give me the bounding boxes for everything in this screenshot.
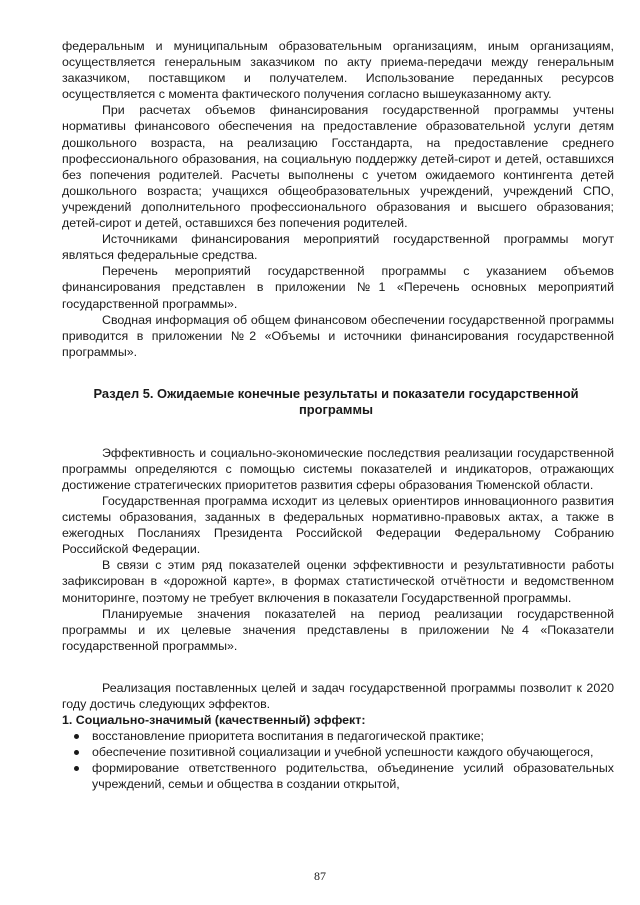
effects-list: [62, 728, 614, 792]
list-item-text: восстановление приоритета воспитания в педагогической практике;: [92, 729, 484, 744]
effects-intro: Реализация поставленных целей и задач государственной программы позволит к 2020 году достичь следующих эффектов.: [62, 680, 614, 711]
paragraph: Планируемые значения показателей на период реализации государственной программы и их целевые значения представлены в приложении №4 «Показатели государственной программы».: [62, 606, 614, 653]
list-item-text: формирование ответственного родительства, объединение усилий образовательных учреждений, семьи и общества в создании открытой,: [92, 761, 614, 792]
paragraph: Сводная информация об общем финансовом обеспечении государственной программы приводится в приложении №2 «Объемы и источники финансирования государственной программы».: [62, 312, 614, 359]
spacer: [62, 419, 614, 445]
paragraph: Перечень мероприятий государственной программы с указанием объемов финансирования представлен в приложении №1 «Перечень основных мероприятий государственной программы».: [62, 264, 614, 311]
bullet-icon: [74, 734, 79, 739]
paragraph: федеральным и муниципальным образовательным организациям, иным организациям, осуществляется генеральным заказчиком по акту приема-передачи между генеральным заказчиком, поставщиком и получателем. Использование переданных ресурсов осуществляется с момента фактического получения согласно вышеуказанному акту.: [62, 39, 614, 102]
page-number: 87: [314, 869, 326, 883]
paragraph: В связи с этим ряд показателей оценки эффективности и результативности работы зафиксирован в «дорожной карте», в формах статистической отчётности и ведомственном мониторинге, поэтому не требует включения в показатели Государственной программы.: [62, 558, 614, 605]
bullet-icon: [74, 750, 79, 755]
section-heading: Раздел 5. Ожидаемые конечные результаты и показатели государственной программы: [93, 385, 579, 418]
list-item-text: обеспечение позитивной социализации и учебной успешности каждого обучающегося,: [92, 745, 594, 760]
paragraph: Государственная программа исходит из целевых ориентиров инновационного развития системы образования, заданных в федеральных нормативно-правовых актах, а также в ежегодных Посланиях Президента Российской Федерации Федеральному Собранию Российской Федерации.: [62, 493, 614, 557]
list-item: [62, 760, 614, 792]
paragraph: Источниками финансирования мероприятий государственной программы могут являться федеральные средства.: [62, 232, 614, 263]
paragraph: Эффективность и социально-экономические последствия реализации государственной программы определяются с помощью системы показателей и индикаторов, отражающих достижение стратегических приоритетов развития сферы образования Тюменской области.: [62, 445, 614, 492]
list-item: [62, 728, 614, 744]
spacer: [62, 654, 614, 680]
spacer: [62, 360, 614, 386]
effects-subheading: 1. Социально-значимый (качественный) эффект:: [62, 713, 366, 728]
paragraph: При расчетах объемов финансирования государственной программы учтены нормативы финансового обеспечения на предоставление образовательной услуги детям дошкольного возраста, на реализацию Госстандарта, на предоставление среднего профессионального образования, на социальную поддержку детей-сирот и детей, оставшихся без попечения родителей. Расчеты выполнены с учетом ожидаемого контингента детей дошкольного возраста; учащихся общеобразовательных учреждений, учреждений СПО, учреждений дополнительного профессионального образования и высшего образования; детей-сирот и детей, оставшихся без попечения родителей.: [62, 103, 614, 231]
bullet-icon: [74, 766, 79, 771]
list-item: [62, 744, 614, 760]
